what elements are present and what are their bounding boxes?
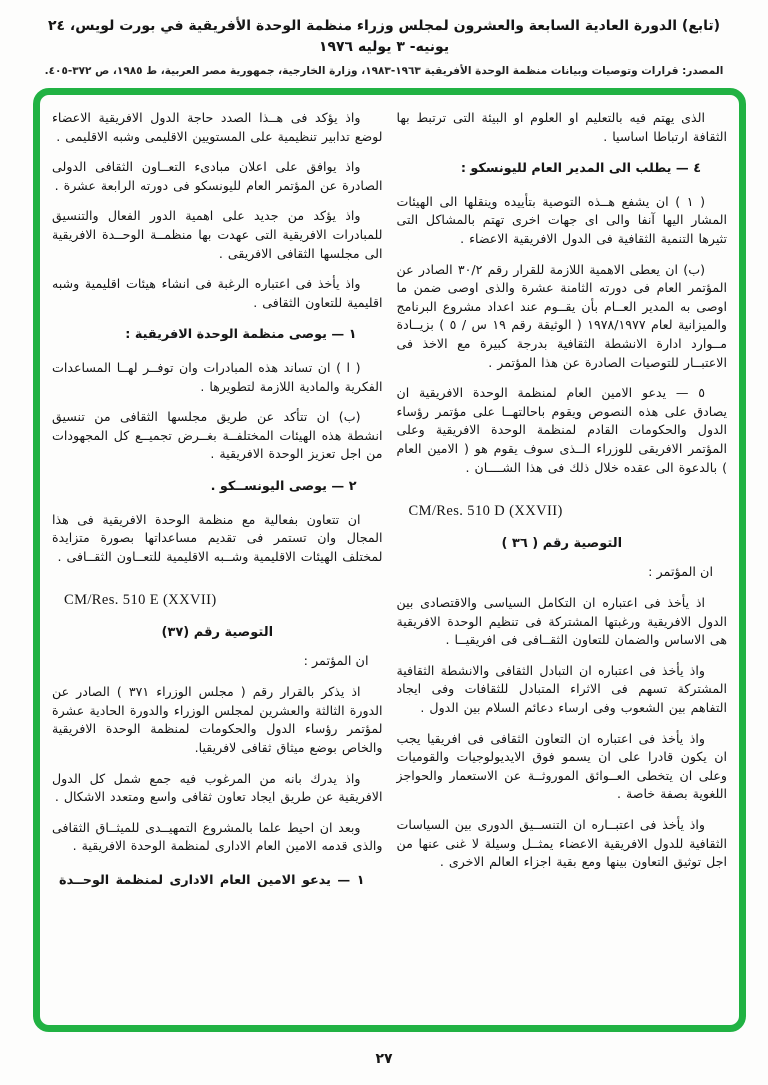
preamble-paragraph: واذ يأخذ فى اعتباره الرغبة فى انشاء هيئات اقليمية وشبه اقليمية للتعاون الثقافى . bbox=[52, 276, 383, 310]
conference-intro: ان المؤتمر : bbox=[303, 654, 369, 670]
preamble-paragraph: اذ يأخذ فى اعتباره ان التكامل السياسى والاقتصادى بين الدول الافريقية ورغبتها المشتركة فى تنظيم الوحدة الافريقية هى الاساس والضمان للتعاون الثقــافى فى افريقيــا . bbox=[396, 595, 727, 648]
preamble-paragraph: واذ يؤكد من جديد على اهمية الدور الفعال والتنسيق للمبادرات الافريقية التى عهدت بها منظمــة الوحــدة الافريقية الى مجلسها الثقافى الافريقى . bbox=[52, 208, 383, 261]
preamble-paragraph: وبعد ان احيط علما بالمشروع التمهيــدى للميثــاق الثقافى والذى قدمه الامين العام الادارى لمنظمة الوحدة الافريقية . bbox=[52, 819, 383, 854]
page-number: ٢٧ bbox=[375, 1051, 393, 1067]
clause-1-invite-heading: ١ — يدعو الامين العام الادارى لمنظمة الوحــدة bbox=[59, 873, 365, 889]
preamble-paragraph: واذ يوافق على اعلان مبادىء التعــاون الثقافى الدولى الصادرة عن المؤتمر العام لليونسكو فى دورته الرابعة عشرة . bbox=[52, 159, 383, 193]
clause-1-heading: ١ — يوصى منظمة الوحدة الافريقية : bbox=[125, 327, 357, 343]
document-header bbox=[30, 16, 738, 79]
preamble-paragraph: واذ يأخذ فى اعتباره ان التبادل الثقافى والانشطة الثقافية المشتركة تسهم فى الاثراء المتبادل للثقافات وفى ايجاد التفاهم بين الشعوب وفى ارساء دعائم السلام بين الدول . bbox=[396, 662, 727, 716]
session-title: (تابع) الدورة العادية السابعة والعشرون لمجلس وزراء منظمة الوحدة الأفريقية في بورت لويس، ٢٤ يونيه- ٣ يوليه ١٩٧٦ bbox=[47, 18, 721, 55]
clause-5-paragraph: ٥ — يدعو الامين العام لمنظمة الوحدة الافريقية ان يصادق على هذه النصوص ويقوم باحالتهــا على مؤتمر رؤساء الدول والحكومات القادم لمنظمة الوحدة الافريقية وعلى المؤتمر الافريقى للوزراء الــذى سوف يقوم هو ( الامين العام ) بالدعوة الى عقده خلال ذلك فى هذا الشــــان . bbox=[396, 385, 727, 475]
conference-intro: ان المؤتمر : bbox=[648, 565, 713, 581]
resolution-ref-510d: CM/Res. 510 D (XXVII) bbox=[408, 503, 563, 520]
preamble-paragraph: واذ يؤكد فى هــذا الصدد حاجة الدول الافريقية الاعضاء لوضع تدابير تنظيمية على المستويين الاقليمى وشبه الاقليمى . bbox=[52, 110, 383, 144]
preamble-paragraph: اذ يذكر بالقرار رقم ( مجلس الوزراء ٣٧١ ) الصادر عن الدورة الثالثة والعشرين لمجلس الوزراء والدورة الحادية عشرة لمؤتمر رؤساء الدول والحكومات لمنظمة الوحدة الافريقية والخاص بوضع ميثاق ثقافى لافريقيا. bbox=[52, 684, 383, 756]
clause-1-item-a: ( ا ) ان تساند هذه المبادرات وان توفــر لهــا المساعدات الفكرية والمادية اللازمة لتطويرها . bbox=[52, 359, 383, 394]
column-left bbox=[52, 109, 383, 1015]
recommendation-37-title: التوصية رقم (٣٧) bbox=[161, 625, 274, 641]
source-citation: المصدر: قرارات وتوصيات وبيانات منظمة الوحدة الأفريقية ١٩٦٣-١٩٨٣، وزارة الخارجية، جمهورية مصر العربية، ط ١٩٨٥، ص ٣٧٢-٤٠٥. bbox=[44, 65, 724, 77]
preamble-paragraph: واذ يأخذ فى اعتبــاره ان التنســيق الدورى بين السياسات الثقافية للدول الافريقية الاعضاء يمثــل وسيلة لا غنى عنها من اجل توثيق التعاون بينها ومع بقية اجزاء العالم الاخرى . bbox=[396, 817, 727, 870]
clause-4-item-b: (ب) ان يعطى الاهمية اللازمة للقرار رقم ٣٠/٢ الصادر عن المؤتمر العام فى دورته الثامنة عشرة والذى اوصى ضمن ما اوصى به المدير العــام بأن يقــوم عند اعداد مشروع البرنامج والميزانية لعام ١٩٧٨/١٩٧٧ ( الوثيقة رقم ١٩ س / ٥ ) بزيــادة مــوارد ادارة الانشطة الثقافية بدرجة كبيرة مع الاخذ فى الاعتبــار للتوصيات الصادرة عن هذا المؤتمر . bbox=[396, 261, 727, 370]
resolution-ref-510e: CM/Res. 510 E (XXVII) bbox=[64, 592, 217, 609]
clause-1-item-b: (ب) ان تتأكد عن طريق مجلسها الثقافى من تنسيق انشطة هذه الهيئات المختلفــة بغــرض تجميــع كل المجهودات من اجل تعزيز الوحدة الافريقية . bbox=[52, 409, 383, 462]
clause-2-heading: ٢ — يوصى اليونســكو . bbox=[210, 478, 357, 494]
clause-4-item-a: ( ١ ) ان يشفع هــذه التوصية بتأييده وينقلها الى الهيئات المشار اليها آنفا والى اى جهات اخرى تهتم بالمشاكل التى تثيرها التنمية الثقافية فى الدول الافريقية الاعضاء . bbox=[396, 193, 727, 246]
document-frame bbox=[33, 88, 746, 1032]
preamble-paragraph: واذ يأخذ فى اعتباره ان التعاون الثقافى فى افريقيا يجب ان يكون قادرا على ان يسمو فوق الايديولوجيات والقوميات وعلى ان يتخطى العــوائق الموروثــة عن الاستعمار والحواجز اللغوية بصفة خاصة . bbox=[396, 730, 727, 802]
column-right bbox=[397, 109, 728, 1015]
clause-2-paragraph: ان تتعاون بفعالية مع منظمة الوحدة الافريقية فى هذا المجال وان تستمر فى تقديم مساعداتها بصورة متزايدة لمختلف الهيئات الاقليمية وشــبه الاقليمية للتعــاون الثقــافى . bbox=[52, 511, 383, 564]
preamble-paragraph: واذ يدرك بانه من المرغوب فيه جمع شمل كل الدول الافريقية عن طريق ايجاد تعاون ثقافى واسع ومتعدد الاشكال . bbox=[52, 770, 383, 805]
recommendation-36-title: التوصية رقم ( ٣٦ ) bbox=[501, 536, 623, 552]
paragraph: الذى يهتم فيه بالتعليم او العلوم او البيئة التى ترتبط بها الثقافة ارتباطا اساسيا . bbox=[396, 110, 727, 144]
clause-4-heading: ٤ — يطلب الى المدير العام لليونسكو : bbox=[460, 161, 701, 177]
